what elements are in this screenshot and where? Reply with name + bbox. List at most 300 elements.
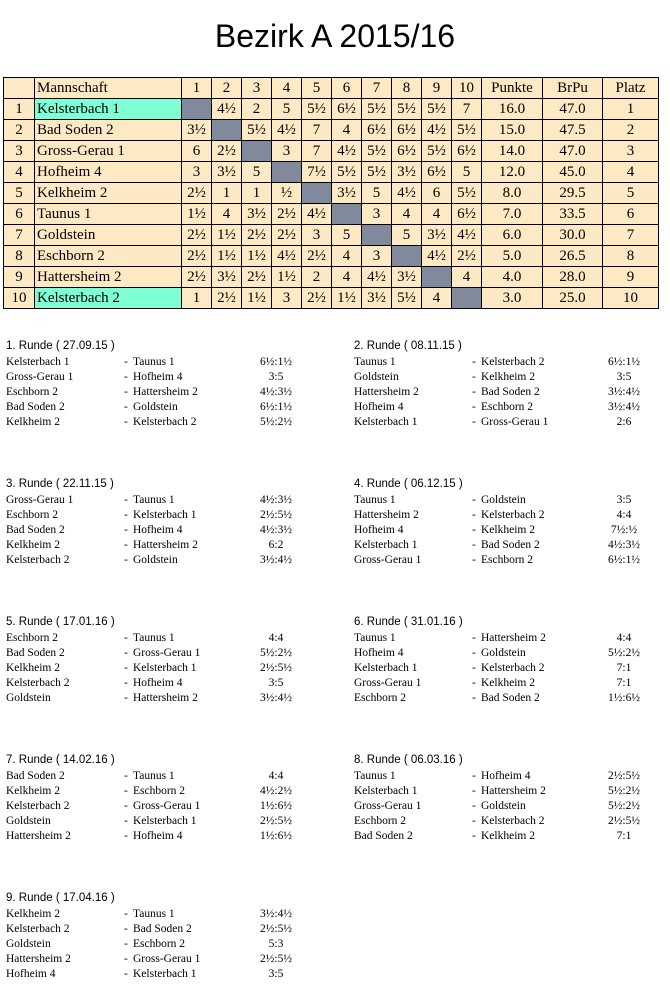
separator-dash: - [124,815,128,827]
score-cell: 5½ [452,183,482,204]
separator-dash: - [472,677,476,689]
table-row [4,120,659,141]
punkte-cell: 8.0 [482,183,543,204]
game-row [6,908,326,923]
away-team: Hattersheim 2 [133,539,198,551]
round-title: 2. Runde ( 08.11.15 ) [354,340,462,352]
score-cell: 5½ [422,99,452,120]
game-row [6,647,326,662]
round-block [6,478,326,569]
game-row [6,953,326,968]
game-row [354,632,670,647]
away-team: Bad Soden 2 [481,692,540,704]
round-title: 7. Runde ( 14.02.16 ) [6,754,115,766]
away-team: Hofheim 4 [133,677,183,689]
score-cell: 6½ [452,141,482,162]
brpu-cell: 33.5 [543,204,603,225]
game-result: 4½:3½ [260,524,292,536]
team-name-cell: Goldstein [35,225,182,246]
score-cell: 2½ [182,225,212,246]
home-team: Eschborn 2 [6,632,59,644]
home-team: Bad Soden 2 [354,830,413,842]
score-cell: 3½ [422,225,452,246]
separator-dash: - [124,647,128,659]
score-cell: 3 [302,225,332,246]
score-cell: 1 [182,288,212,309]
game-result: 3:5 [268,371,284,383]
standings-table [3,77,659,309]
away-team: Kelsterbach 1 [133,509,197,521]
game-result: 7½:½ [610,524,638,536]
game-row [354,677,670,692]
score-cell: 3 [362,204,392,225]
score-cell: 5 [272,99,302,120]
round-block [6,754,326,845]
away-team: Goldstein [481,800,526,812]
score-cell: 4½ [452,225,482,246]
game-result: 6½:1½ [608,356,640,368]
table-header-row [4,78,659,99]
round-block [354,616,670,707]
separator-dash: - [124,923,128,935]
punkte-cell: 14.0 [482,141,543,162]
home-team: Goldstein [6,815,51,827]
game-result: 3:5 [268,968,284,980]
score-cell: 4 [212,204,242,225]
game-result: 1½:6½ [608,692,640,704]
home-team: Hattersheim 2 [354,386,419,398]
separator-dash: - [472,401,476,413]
game-result: 4:4 [616,632,632,644]
score-cell: 3 [182,162,212,183]
game-result: 5½:2½ [608,800,640,812]
rounds-section [0,340,670,1000]
home-team: Goldstein [6,938,51,950]
home-team: Taunus 1 [354,632,396,644]
self-cell [242,141,272,162]
game-row [6,386,326,401]
round-header: 4 [272,78,302,99]
score-cell: 2½ [302,288,332,309]
score-cell: 3½ [242,204,272,225]
home-team: Hofheim 4 [354,401,404,413]
game-result: 1½:6½ [260,830,292,842]
home-team: Kelsterbach 1 [354,662,418,674]
game-result: 2:6 [616,416,632,428]
table-row [4,267,659,288]
home-team: Gross-Gerau 1 [354,554,422,566]
round-header: 6 [332,78,362,99]
home-team: Eschborn 2 [6,509,59,521]
home-team: Hofheim 4 [354,524,404,536]
separator-dash: - [124,677,128,689]
rank-cell: 3 [4,141,35,162]
home-team: Kelsterbach 1 [354,785,418,797]
table-row [4,225,659,246]
separator-dash: - [124,800,128,812]
away-team: Hofheim 4 [481,770,531,782]
brpu-cell: 29.5 [543,183,603,204]
game-result: 7:1 [616,830,632,842]
score-cell: 3½ [392,267,422,288]
punkte-cell: 5.0 [482,246,543,267]
game-result: 2½:5½ [608,770,640,782]
score-cell: 5½ [392,288,422,309]
table-row [4,162,659,183]
score-cell: 2 [242,99,272,120]
game-row [6,509,326,524]
round-header: 2 [212,78,242,99]
separator-dash: - [124,770,128,782]
self-cell [182,99,212,120]
score-cell: 5 [242,162,272,183]
game-row [354,416,670,431]
brpu-cell: 26.5 [543,246,603,267]
away-team: Eschborn 2 [133,938,186,950]
score-cell: 6½ [392,141,422,162]
game-row [6,524,326,539]
game-result: 4:4 [268,770,284,782]
separator-dash: - [124,953,128,965]
home-team: Eschborn 2 [354,692,407,704]
home-team: Kelkheim 2 [6,785,60,797]
team-name-cell: Eschborn 2 [35,246,182,267]
round-block [354,478,670,569]
away-team: Kelsterbach 1 [133,815,197,827]
score-cell: 2½ [182,267,212,288]
platz-cell: 3 [603,141,659,162]
separator-dash: - [472,815,476,827]
away-team: Kelsterbach 2 [133,416,197,428]
separator-dash: - [124,785,128,797]
home-team: Kelkheim 2 [6,416,60,428]
home-team: Kelsterbach 1 [354,539,418,551]
away-team: Taunus 1 [133,356,175,368]
separator-dash: - [472,494,476,506]
round-title: 6. Runde ( 31.01.16 ) [354,616,463,628]
separator-dash: - [124,386,128,398]
score-cell: 2½ [452,246,482,267]
game-result: 1½:6½ [260,800,292,812]
separator-dash: - [124,662,128,674]
separator-dash: - [124,524,128,536]
rank-cell: 2 [4,120,35,141]
round-block [354,340,670,431]
score-cell: 5½ [362,162,392,183]
game-row [354,647,670,662]
team-name-cell: Hofheim 4 [35,162,182,183]
score-cell: 2 [302,267,332,288]
brpu-header: BrPu [543,78,603,99]
separator-dash: - [472,662,476,674]
table-row [4,183,659,204]
score-cell: 4 [452,267,482,288]
round-block [354,754,670,845]
rank-cell: 7 [4,225,35,246]
game-result: 5½:2½ [260,647,292,659]
separator-dash: - [124,692,128,704]
score-cell: 5½ [422,141,452,162]
game-result: 4:4 [268,632,284,644]
game-result: 2½:5½ [260,662,292,674]
page-title: Bezirk A 2015/16 [214,18,456,54]
away-team: Goldstein [133,401,178,413]
score-cell: 3 [272,141,302,162]
game-row [6,770,326,785]
home-team: Kelsterbach 1 [354,416,418,428]
round-header: 8 [392,78,422,99]
score-cell: 6½ [452,204,482,225]
game-row [6,632,326,647]
away-team: Hattersheim 2 [133,386,198,398]
away-team: Kelsterbach 2 [481,815,545,827]
score-cell: 4 [332,120,362,141]
self-cell [452,288,482,309]
score-cell: 4½ [392,183,422,204]
score-cell: 4½ [302,204,332,225]
self-cell [272,162,302,183]
score-cell: 6½ [362,120,392,141]
game-row [6,539,326,554]
away-team: Kelsterbach 2 [481,662,545,674]
team-name-cell: Kelkheim 2 [35,183,182,204]
game-result: 6½:1½ [260,356,292,368]
score-cell: 4½ [212,99,242,120]
score-cell: 6½ [422,162,452,183]
game-row [354,800,670,815]
score-cell: 3½ [212,267,242,288]
separator-dash: - [124,371,128,383]
away-team: Taunus 1 [133,632,175,644]
score-cell: 3½ [182,120,212,141]
game-row [6,356,326,371]
away-team: Goldstein [481,647,526,659]
score-cell: 1½ [212,225,242,246]
score-cell: 1 [242,183,272,204]
away-team: Kelsterbach 2 [481,509,545,521]
game-row [6,401,326,416]
score-cell: 5½ [362,141,392,162]
away-team: Hofheim 4 [133,830,183,842]
separator-dash: - [124,938,128,950]
score-cell: 5 [452,162,482,183]
round-title: 8. Runde ( 06.03.16 ) [354,754,463,766]
game-result: 5:3 [268,938,284,950]
team-name-cell: Kelsterbach 1 [35,99,182,120]
separator-dash: - [472,830,476,842]
home-team: Kelkheim 2 [6,662,60,674]
away-team: Kelsterbach 2 [481,356,545,368]
game-row [6,923,326,938]
score-cell: 4½ [422,120,452,141]
away-team: Gross-Gerau 1 [133,953,201,965]
score-cell: 2½ [182,183,212,204]
score-cell: 2½ [212,141,242,162]
game-result: 2½:5½ [260,953,292,965]
game-row [6,785,326,800]
table-row [4,288,659,309]
round-header: 3 [242,78,272,99]
separator-dash: - [124,908,128,920]
separator-dash: - [472,356,476,368]
game-row [6,554,326,569]
away-team: Hofheim 4 [133,524,183,536]
team-name-cell: Kelsterbach 2 [35,288,182,309]
platz-cell: 5 [603,183,659,204]
separator-dash: - [472,509,476,521]
round-header: 10 [452,78,482,99]
table-row [4,246,659,267]
separator-dash: - [124,416,128,428]
game-row [354,662,670,677]
brpu-cell: 47.5 [543,120,603,141]
home-team: Bad Soden 2 [6,770,65,782]
home-team: Taunus 1 [354,770,396,782]
game-row [354,830,670,845]
score-cell: 1½ [212,246,242,267]
score-cell: 6 [182,141,212,162]
separator-dash: - [124,830,128,842]
self-cell [212,120,242,141]
round-title: 5. Runde ( 17.01.16 ) [6,616,115,628]
rank-cell: 8 [4,246,35,267]
score-cell: 2½ [182,246,212,267]
score-cell: ½ [272,183,302,204]
separator-dash: - [472,371,476,383]
game-row [354,494,670,509]
score-cell: 3½ [332,183,362,204]
game-row [6,662,326,677]
game-row [354,692,670,707]
team-name-cell: Gross-Gerau 1 [35,141,182,162]
score-cell: 2½ [302,246,332,267]
away-team: Kelsterbach 1 [133,968,197,980]
game-result: 6½:1½ [260,401,292,413]
punkte-cell: 16.0 [482,99,543,120]
rank-cell: 5 [4,183,35,204]
away-team: Eschborn 2 [481,401,534,413]
home-team: Kelkheim 2 [6,908,60,920]
score-cell: 5 [392,225,422,246]
game-result: 4½:3½ [608,539,640,551]
score-cell: 6 [422,183,452,204]
separator-dash: - [472,416,476,428]
separator-dash: - [124,494,128,506]
home-team: Goldstein [354,371,399,383]
score-cell: 6½ [332,99,362,120]
home-team: Taunus 1 [354,494,396,506]
game-row [354,509,670,524]
game-row [354,770,670,785]
game-row [6,938,326,953]
game-row [354,785,670,800]
brpu-cell: 47.0 [543,99,603,120]
away-team: Gross-Gerau 1 [133,800,201,812]
away-team: Kelkheim 2 [481,524,535,536]
rank-cell: 1 [4,99,35,120]
score-cell: 4 [392,204,422,225]
separator-dash: - [472,647,476,659]
self-cell [302,183,332,204]
home-team: Gross-Gerau 1 [354,800,422,812]
home-team: Eschborn 2 [354,815,407,827]
home-team: Taunus 1 [354,356,396,368]
rank-cell: 9 [4,267,35,288]
game-result: 5½:2½ [260,416,292,428]
score-cell: 1½ [182,204,212,225]
separator-dash: - [472,800,476,812]
score-cell: 6½ [392,120,422,141]
home-team: Bad Soden 2 [6,647,65,659]
game-result: 4½:3½ [260,494,292,506]
home-team: Hattersheim 2 [354,509,419,521]
away-team: Gross-Gerau 1 [481,416,549,428]
game-result: 4½:3½ [260,386,292,398]
away-team: Bad Soden 2 [133,923,192,935]
score-cell: 2½ [272,204,302,225]
away-team: Kelkheim 2 [481,371,535,383]
round-title: 9. Runde ( 17.04.16 ) [6,892,115,904]
game-result: 2½:5½ [260,509,292,521]
brpu-cell: 47.0 [543,141,603,162]
game-result: 3½:4½ [260,908,292,920]
game-result: 2½:5½ [260,815,292,827]
away-team: Taunus 1 [133,494,175,506]
home-team: Kelsterbach 2 [6,554,70,566]
rank-header [4,78,35,99]
separator-dash: - [124,356,128,368]
game-result: 3:5 [616,371,632,383]
home-team: Goldstein [6,692,51,704]
game-row [6,677,326,692]
score-cell: 3 [362,246,392,267]
home-team: Hattersheim 2 [6,830,71,842]
separator-dash: - [124,539,128,551]
game-result: 3½:4½ [260,692,292,704]
separator-dash: - [124,632,128,644]
score-cell: 5 [332,225,362,246]
score-cell: 2½ [272,225,302,246]
home-team: Kelsterbach 2 [6,923,70,935]
score-cell: 4½ [272,120,302,141]
away-team: Goldstein [481,494,526,506]
game-result: 4:4 [616,509,632,521]
score-cell: 7 [302,120,332,141]
game-result: 3:5 [616,494,632,506]
away-team: Hattersheim 2 [481,632,546,644]
away-team: Kelkheim 2 [481,830,535,842]
separator-dash: - [124,968,128,980]
home-team: Kelsterbach 2 [6,677,70,689]
score-cell: 5½ [392,99,422,120]
round-header: 9 [422,78,452,99]
game-result: 6:2 [268,539,284,551]
game-result: 7:1 [616,677,632,689]
platz-cell: 9 [603,267,659,288]
home-team: Hofheim 4 [6,968,56,980]
round-header: 5 [302,78,332,99]
away-team: Hattersheim 2 [481,785,546,797]
home-team: Bad Soden 2 [6,401,65,413]
game-row [6,494,326,509]
score-cell: 3 [272,288,302,309]
separator-dash: - [124,554,128,566]
punkte-header: Punkte [482,78,543,99]
score-cell: 4½ [272,246,302,267]
score-cell: 4 [332,267,362,288]
away-team: Gross-Gerau 1 [133,647,201,659]
game-row [354,356,670,371]
